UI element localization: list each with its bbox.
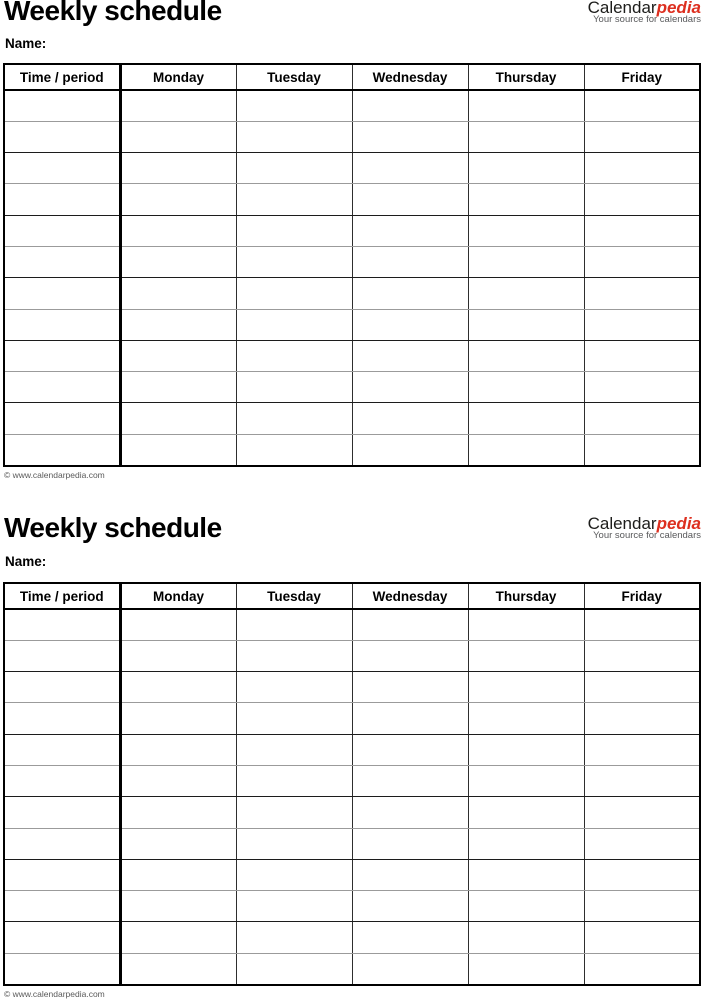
schedule-cell — [584, 891, 700, 922]
schedule-cell — [584, 797, 700, 828]
schedule-cell — [236, 434, 352, 465]
schedule-cell — [352, 153, 468, 184]
schedule-cell — [468, 922, 584, 953]
schedule-cell — [352, 797, 468, 828]
schedule-cell — [236, 153, 352, 184]
schedule-row — [4, 309, 700, 340]
schedule-cell — [352, 891, 468, 922]
schedule-cell — [352, 765, 468, 796]
schedule-cell — [584, 828, 700, 859]
column-header-wednesday: Wednesday — [352, 583, 468, 609]
schedule-row — [4, 703, 700, 734]
schedule-cell — [584, 403, 700, 434]
schedule-cell — [468, 121, 584, 152]
schedule-cell — [352, 90, 468, 121]
schedule-section-top — [0, 0, 704, 485]
schedule-cell — [4, 765, 120, 796]
schedule-cell — [352, 340, 468, 371]
schedule-cell — [120, 278, 236, 309]
schedule-cell — [120, 246, 236, 277]
schedule-cell — [468, 184, 584, 215]
schedule-cell — [120, 859, 236, 890]
schedule-cell — [468, 372, 584, 403]
schedule-cell — [4, 609, 120, 640]
logo-brand-text: Calendar — [587, 514, 657, 533]
schedule-cell — [584, 121, 700, 152]
column-header-friday: Friday — [584, 64, 700, 90]
schedule-cell — [584, 765, 700, 796]
schedule-cell — [236, 340, 352, 371]
schedule-row — [4, 953, 700, 984]
schedule-cell — [236, 372, 352, 403]
copyright-note: © www.calendarpedia.com — [4, 470, 105, 480]
schedule-cell — [584, 703, 700, 734]
schedule-cell — [584, 246, 700, 277]
schedule-cell — [120, 309, 236, 340]
schedule-cell — [584, 278, 700, 309]
schedule-cell — [120, 184, 236, 215]
schedule-cell — [584, 859, 700, 890]
schedule-cell — [352, 184, 468, 215]
schedule-cell — [352, 672, 468, 703]
schedule-cell — [120, 891, 236, 922]
schedule-cell — [352, 828, 468, 859]
page-title: Weekly schedule — [4, 0, 222, 26]
schedule-cell — [352, 953, 468, 984]
schedule-cell — [120, 340, 236, 371]
schedule-cell — [352, 278, 468, 309]
schedule-cell — [120, 403, 236, 434]
schedule-cell — [352, 372, 468, 403]
calendarpedia-logo — [588, 0, 701, 25]
schedule-cell — [236, 90, 352, 121]
schedule-cell — [584, 672, 700, 703]
schedule-cell — [4, 859, 120, 890]
schedule-row — [4, 372, 700, 403]
schedule-cell — [120, 922, 236, 953]
schedule-cell — [4, 828, 120, 859]
schedule-cell — [236, 403, 352, 434]
column-header-time-period: Time / period — [4, 583, 120, 609]
schedule-cell — [236, 246, 352, 277]
schedule-cell — [4, 278, 120, 309]
schedule-cell — [352, 121, 468, 152]
schedule-cell — [4, 121, 120, 152]
schedule-cell — [468, 734, 584, 765]
schedule-cell — [4, 953, 120, 984]
schedule-cell — [120, 672, 236, 703]
calendarpedia-logo — [588, 516, 701, 541]
schedule-cell — [584, 184, 700, 215]
logo-accent-text: pedia — [656, 0, 701, 17]
logo-accent-text: pedia — [656, 514, 701, 533]
schedule-header-row — [4, 64, 700, 90]
column-header-tuesday: Tuesday — [236, 64, 352, 90]
schedule-row — [4, 859, 700, 890]
schedule-cell — [584, 340, 700, 371]
schedule-row — [4, 640, 700, 671]
schedule-cell — [584, 734, 700, 765]
schedule-cell — [584, 609, 700, 640]
schedule-row — [4, 765, 700, 796]
schedule-row — [4, 90, 700, 121]
schedule-cell — [352, 859, 468, 890]
schedule-cell — [120, 434, 236, 465]
schedule-cell — [4, 734, 120, 765]
schedule-row — [4, 922, 700, 953]
schedule-header-row — [4, 583, 700, 609]
schedule-cell — [236, 215, 352, 246]
schedule-cell — [120, 797, 236, 828]
schedule-cell — [236, 891, 352, 922]
schedule-cell — [468, 703, 584, 734]
schedule-cell — [352, 309, 468, 340]
schedule-cell — [352, 403, 468, 434]
logo-tagline: Your source for calendars — [593, 530, 701, 541]
column-header-monday: Monday — [120, 64, 236, 90]
column-header-monday: Monday — [120, 583, 236, 609]
schedule-cell — [236, 734, 352, 765]
schedule-row — [4, 609, 700, 640]
schedule-cell — [352, 215, 468, 246]
schedule-cell — [4, 372, 120, 403]
schedule-cell — [468, 309, 584, 340]
schedule-cell — [468, 797, 584, 828]
schedule-row — [4, 184, 700, 215]
schedule-row — [4, 121, 700, 152]
schedule-row — [4, 215, 700, 246]
schedule-cell — [584, 372, 700, 403]
schedule-cell — [352, 922, 468, 953]
schedule-cell — [4, 215, 120, 246]
schedule-section-bottom — [0, 512, 704, 1000]
schedule-cell — [584, 90, 700, 121]
schedule-cell — [584, 922, 700, 953]
copyright-note: © www.calendarpedia.com — [4, 989, 105, 999]
schedule-cell — [468, 765, 584, 796]
schedule-cell — [468, 340, 584, 371]
column-header-friday: Friday — [584, 583, 700, 609]
schedule-cell — [468, 828, 584, 859]
schedule-row — [4, 246, 700, 277]
schedule-row — [4, 891, 700, 922]
schedule-cell — [4, 184, 120, 215]
schedule-cell — [236, 672, 352, 703]
schedule-cell — [352, 703, 468, 734]
schedule-cell — [236, 609, 352, 640]
schedule-cell — [468, 640, 584, 671]
schedule-cell — [352, 734, 468, 765]
schedule-cell — [468, 609, 584, 640]
name-label: Name: — [5, 36, 47, 51]
name-label: Name: — [5, 554, 47, 569]
schedule-cell — [120, 828, 236, 859]
schedule-cell — [4, 153, 120, 184]
schedule-cell — [236, 765, 352, 796]
schedule-cell — [236, 828, 352, 859]
schedule-cell — [120, 153, 236, 184]
schedule-cell — [120, 372, 236, 403]
schedule-cell — [468, 953, 584, 984]
schedule-cell — [120, 640, 236, 671]
schedule-cell — [120, 90, 236, 121]
schedule-row — [4, 797, 700, 828]
schedule-cell — [4, 672, 120, 703]
schedule-row — [4, 734, 700, 765]
schedule-cell — [468, 891, 584, 922]
schedule-cell — [236, 309, 352, 340]
schedule-cell — [352, 640, 468, 671]
schedule-cell — [468, 403, 584, 434]
schedule-row — [4, 403, 700, 434]
logo-brand-text: Calendar — [587, 0, 657, 17]
logo-wordmark — [588, 0, 701, 15]
schedule-row — [4, 340, 700, 371]
logo-tagline: Your source for calendars — [593, 14, 701, 25]
schedule-cell — [236, 953, 352, 984]
schedule-cell — [120, 215, 236, 246]
schedule-cell — [120, 609, 236, 640]
schedule-cell — [4, 640, 120, 671]
column-header-thursday: Thursday — [468, 583, 584, 609]
schedule-cell — [236, 640, 352, 671]
schedule-row — [4, 278, 700, 309]
schedule-cell — [4, 90, 120, 121]
schedule-cell — [468, 215, 584, 246]
schedule-row — [4, 828, 700, 859]
schedule-cell — [4, 434, 120, 465]
schedule-cell — [468, 246, 584, 277]
schedule-cell — [352, 246, 468, 277]
schedule-cell — [4, 246, 120, 277]
schedule-cell — [236, 184, 352, 215]
schedule-cell — [4, 891, 120, 922]
schedule-cell — [584, 153, 700, 184]
schedule-cell — [584, 953, 700, 984]
schedule-cell — [236, 859, 352, 890]
schedule-cell — [4, 703, 120, 734]
schedule-cell — [120, 703, 236, 734]
schedule-cell — [4, 340, 120, 371]
schedule-cell — [236, 922, 352, 953]
schedule-row — [4, 434, 700, 465]
schedule-cell — [4, 309, 120, 340]
column-header-wednesday: Wednesday — [352, 64, 468, 90]
schedule-table — [3, 582, 701, 986]
schedule-cell — [352, 609, 468, 640]
schedule-row — [4, 672, 700, 703]
schedule-cell — [468, 278, 584, 309]
schedule-cell — [584, 309, 700, 340]
schedule-row — [4, 153, 700, 184]
schedule-cell — [120, 121, 236, 152]
schedule-cell — [236, 703, 352, 734]
schedule-cell — [352, 434, 468, 465]
schedule-cell — [468, 434, 584, 465]
schedule-cell — [468, 90, 584, 121]
schedule-cell — [468, 672, 584, 703]
schedule-table — [3, 63, 701, 467]
schedule-cell — [468, 153, 584, 184]
page-title: Weekly schedule — [4, 512, 222, 543]
schedule-cell — [120, 765, 236, 796]
column-header-tuesday: Tuesday — [236, 583, 352, 609]
schedule-cell — [4, 922, 120, 953]
schedule-cell — [120, 734, 236, 765]
schedule-cell — [236, 797, 352, 828]
schedule-cell — [468, 859, 584, 890]
schedule-cell — [120, 953, 236, 984]
schedule-cell — [236, 278, 352, 309]
schedule-cell — [4, 403, 120, 434]
schedule-cell — [584, 434, 700, 465]
column-header-thursday: Thursday — [468, 64, 584, 90]
column-header-time-period: Time / period — [4, 64, 120, 90]
schedule-cell — [584, 215, 700, 246]
schedule-cell — [236, 121, 352, 152]
schedule-cell — [584, 640, 700, 671]
schedule-cell — [4, 797, 120, 828]
logo-wordmark — [588, 516, 701, 531]
